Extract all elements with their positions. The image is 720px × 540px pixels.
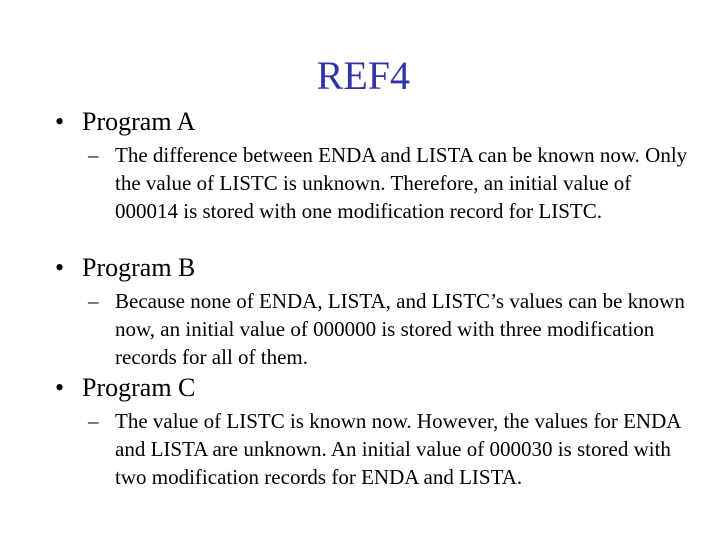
bullet-dot: •	[55, 253, 65, 282]
slide-title: REF4	[316, 53, 410, 98]
sub-bullet-program-c	[88, 407, 688, 491]
sub-bullet-program-a	[88, 141, 688, 225]
bullet-program-c	[55, 373, 195, 403]
bullet-dot: •	[55, 373, 65, 402]
bullet-label: Program A	[82, 107, 196, 136]
bullet-program-a	[55, 107, 195, 137]
sub-bullet-text: The value of LISTC is known now. However, the values for ENDA and LISTA are unknown. An initial value of 000030 is stored with two modification records for ENDA and LISTA.	[115, 409, 681, 489]
sub-bullet-program-b	[88, 287, 688, 371]
dash-marker: –	[88, 409, 99, 433]
dash-marker: –	[88, 143, 99, 167]
bullet-dot: •	[55, 107, 65, 136]
bullet-program-b	[55, 253, 195, 283]
dash-marker: –	[88, 289, 99, 313]
sub-bullet-text: The difference between ENDA and LISTA can be known now. Only the value of LISTC is unknown. Therefore, an initial value of 000014 is stored with one modification record for LISTC.	[115, 143, 688, 223]
bullet-label: Program C	[82, 373, 196, 402]
bullet-label: Program B	[82, 253, 196, 282]
sub-bullet-text: Because none of ENDA, LISTA, and LISTC’s values can be known now, an initial value of 000000 is stored with three modification records for all of them.	[115, 289, 685, 369]
